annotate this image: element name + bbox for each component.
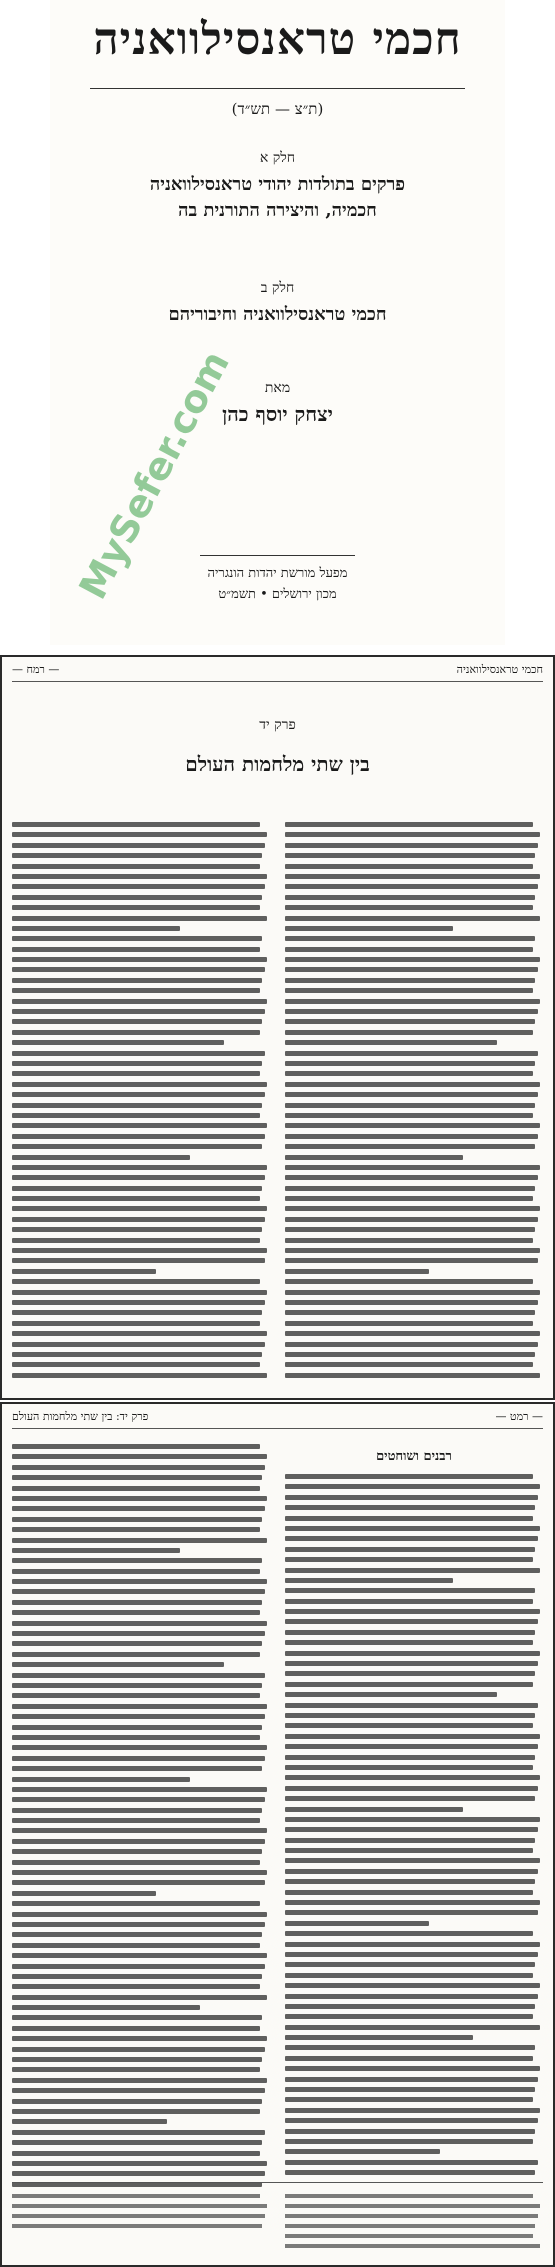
- part-b-title: חכמי טראנסילוואניה וחיבוריהם: [168, 304, 387, 325]
- text-line: [285, 1051, 538, 1056]
- text-line: [285, 1516, 533, 1521]
- text-line: [285, 2118, 538, 2123]
- text-line: [285, 1144, 535, 1149]
- text-line: [285, 1599, 533, 1604]
- text-line: [12, 1652, 260, 1657]
- text-line: [12, 1714, 265, 1719]
- text-line: [12, 1258, 265, 1263]
- text-line: [285, 1755, 535, 1760]
- text-line: [285, 1310, 535, 1315]
- text-line: [285, 947, 533, 952]
- header-rule: [12, 1428, 543, 1429]
- text-line: [285, 2004, 535, 2009]
- text-line: [285, 1775, 540, 1780]
- text-line: [12, 853, 262, 858]
- text-line: [12, 2171, 265, 2176]
- text-line: [12, 1486, 260, 1491]
- text-line: [12, 1444, 260, 1449]
- text-line: [12, 1631, 265, 1636]
- text-line: [285, 1827, 538, 1832]
- text-line: [12, 1818, 260, 1823]
- text-line: [285, 1931, 533, 1936]
- text-line: [12, 864, 260, 869]
- text-line: [285, 1568, 540, 1573]
- text-line: [12, 1777, 190, 1782]
- text-line: [285, 1484, 540, 1489]
- text-line: [285, 822, 533, 827]
- text-line: [12, 2140, 262, 2145]
- text-line: [285, 1765, 533, 1770]
- text-line: [12, 1600, 262, 1605]
- text-column-right: [285, 822, 543, 1383]
- text-line: [12, 947, 260, 952]
- text-line: [12, 2119, 167, 2124]
- text-line: [285, 895, 535, 900]
- text-line: [12, 1517, 262, 1522]
- text-line: [285, 2108, 540, 2113]
- text-line: [12, 1662, 224, 1667]
- text-line: [285, 864, 533, 869]
- text-line: [12, 1019, 262, 1024]
- chapter-number: פרק יד: [259, 717, 296, 733]
- text-line: [285, 936, 535, 941]
- text-line: [285, 1238, 533, 1243]
- text-line: [12, 1175, 265, 1180]
- text-line: [12, 1496, 267, 1501]
- text-line: [285, 2139, 533, 2144]
- text-line: [285, 1807, 463, 1812]
- text-line: [12, 2204, 267, 2208]
- svg-text:MySefer.com: MySefer.com: [70, 343, 238, 607]
- text-line: [12, 1051, 265, 1056]
- header-rule: [12, 681, 543, 682]
- text-line: [12, 2224, 262, 2228]
- text-line: [12, 1932, 262, 1937]
- text-line: [12, 1030, 260, 1035]
- year-range: (ת״צ — תש״ד): [231, 100, 324, 118]
- text-line: [285, 1661, 538, 1666]
- text-line: [285, 1734, 540, 1739]
- text-line: [285, 1640, 533, 1645]
- publisher-name: מפעל מורשת יהדות הונגריה: [207, 566, 348, 581]
- section-title: רבנים ושוחטים: [376, 1449, 452, 1464]
- text-line: [285, 1269, 429, 1274]
- chapter-title: בין שתי מלחמות העולם: [185, 752, 370, 776]
- text-line: [12, 926, 180, 931]
- running-head: [12, 663, 543, 676]
- text-line: [285, 1134, 538, 1139]
- text-line: [285, 1994, 538, 1999]
- text-line: [12, 1362, 260, 1367]
- text-line: [285, 2224, 535, 2228]
- part-b-label: חלק ב: [260, 280, 295, 296]
- text-line: [285, 2244, 540, 2248]
- text-line: [285, 1786, 538, 1791]
- text-line: [285, 1217, 538, 1222]
- text-line: [12, 843, 265, 848]
- text-line: [285, 1651, 540, 1656]
- text-line: [285, 1165, 540, 1170]
- text-line: [12, 2005, 200, 2010]
- text-line: [285, 926, 453, 931]
- title-page: [50, 0, 505, 645]
- text-line: [285, 1071, 533, 1076]
- text-line: [285, 2234, 533, 2238]
- text-line: [12, 1071, 260, 1076]
- text-line: [285, 1123, 540, 1128]
- text-line: [285, 1682, 533, 1687]
- text-line: [285, 2160, 538, 2165]
- text-line: [285, 957, 540, 962]
- author-name: יצחק יוסף כהן: [222, 402, 333, 426]
- footnotes: [12, 2194, 543, 2254]
- text-line: [12, 1009, 265, 1014]
- text-line: [285, 1019, 535, 1024]
- text-line: [12, 2161, 267, 2166]
- book-title: חכמי טראנסילוואניה: [93, 14, 462, 65]
- text-line: [285, 1474, 533, 1479]
- text-line: [12, 2067, 260, 2072]
- text-line: [285, 874, 540, 879]
- text-line: [285, 832, 540, 837]
- text-line: [285, 1838, 535, 1843]
- text-line: [285, 1290, 540, 1295]
- text-line: [12, 1964, 265, 1969]
- text-line: [12, 2078, 267, 2083]
- text-line: [12, 1995, 267, 2000]
- text-line: [12, 1227, 262, 1232]
- text-line: [285, 1942, 540, 1947]
- text-line: [12, 1891, 156, 1896]
- text-line: [12, 1673, 265, 1678]
- text-line: [285, 1713, 535, 1718]
- text-line: [12, 1849, 262, 1854]
- text-line: [285, 1040, 497, 1045]
- text-line: [285, 1578, 453, 1583]
- text-line: [12, 1103, 262, 1108]
- text-line: [12, 1870, 267, 1875]
- text-line: [12, 1569, 260, 1574]
- book-page-248: [0, 655, 555, 1400]
- text-line: [12, 1589, 265, 1594]
- text-line: [12, 2109, 260, 2114]
- text-line: [285, 1848, 533, 1853]
- text-line: [285, 1536, 538, 1541]
- text-line: [12, 936, 262, 941]
- text-line: [285, 1671, 535, 1676]
- text-line: [12, 1506, 265, 1511]
- text-line: [285, 2025, 540, 2030]
- text-line: [285, 2066, 540, 2071]
- publisher-place: מכון ירושלים • תשמ״ט: [218, 587, 337, 602]
- text-line: [285, 2035, 473, 2040]
- text-line: [12, 957, 267, 962]
- text-line: [285, 1526, 540, 1531]
- text-line: [12, 1704, 267, 1709]
- text-line: [285, 853, 535, 858]
- text-line: [285, 2014, 533, 2019]
- text-line: [12, 1839, 265, 1844]
- text-line: [285, 1321, 533, 1326]
- text-line: [285, 1900, 540, 1905]
- text-columns: [12, 1444, 543, 2192]
- text-line: [12, 1953, 267, 1958]
- text-line: [12, 2194, 260, 2198]
- text-line: [285, 1817, 540, 1822]
- text-line: [12, 1808, 262, 1813]
- text-line: [12, 2015, 262, 2020]
- text-line: [285, 1248, 540, 1253]
- text-line: [12, 1373, 267, 1378]
- text-line: [12, 1113, 260, 1118]
- text-line: [12, 2047, 265, 2052]
- text-line: [285, 1092, 538, 1097]
- text-line: [12, 1352, 262, 1357]
- text-line: [12, 1465, 265, 1470]
- text-line: [12, 884, 265, 889]
- text-column-left: [12, 822, 270, 1383]
- text-line: [285, 1692, 497, 1697]
- text-line: [285, 2204, 540, 2208]
- text-line: [285, 1890, 533, 1895]
- text-line: [12, 1610, 260, 1615]
- text-line: [12, 1641, 262, 1646]
- text-line: [285, 1331, 540, 1336]
- part-a-title-line1: פרקים בתולדות יהודי טראנסילוואניה: [149, 174, 406, 195]
- text-line: [12, 1279, 260, 1284]
- text-line: [12, 2130, 265, 2135]
- text-line: [12, 1735, 260, 1740]
- text-line: [12, 1123, 267, 1128]
- text-line: [12, 1538, 267, 1543]
- text-column-left: [12, 1444, 270, 2192]
- text-line: [285, 1921, 429, 1926]
- text-line: [12, 1693, 260, 1698]
- text-line: [12, 1290, 267, 1295]
- text-line: [12, 2214, 265, 2218]
- text-line: [285, 978, 535, 983]
- text-line: [285, 2087, 535, 2092]
- text-line: [12, 1269, 156, 1274]
- text-line: [12, 1756, 265, 1761]
- text-line: [12, 905, 260, 910]
- text-line: [285, 2194, 533, 2198]
- text-line: [12, 1165, 267, 1170]
- text-line: [285, 1879, 535, 1884]
- footnote-rule: [12, 2182, 543, 2183]
- text-line: [285, 1557, 533, 1562]
- text-line: [285, 2097, 533, 2102]
- by-label: מאת: [264, 380, 291, 396]
- text-line: [12, 1475, 262, 1480]
- text-line: [12, 1342, 265, 1347]
- text-line: [12, 999, 267, 1004]
- text-line: [12, 874, 267, 879]
- text-line: [285, 1175, 538, 1180]
- text-line: [285, 967, 538, 972]
- text-line: [12, 1155, 190, 1160]
- text-line: [12, 2151, 260, 2156]
- text-line: [12, 988, 260, 993]
- text-column-right: [285, 1444, 543, 2192]
- text-line: [285, 1196, 533, 1201]
- page-number: — רמח —: [12, 663, 60, 676]
- text-line: [285, 1061, 535, 1066]
- text-line: [12, 1974, 262, 1979]
- text-line: [12, 1310, 262, 1315]
- text-line: [285, 2056, 533, 2061]
- text-line: [285, 1352, 535, 1357]
- text-line: [285, 2170, 535, 2175]
- text-line: [12, 1984, 260, 1989]
- text-line: [285, 1703, 538, 1708]
- text-line: [12, 1860, 260, 1865]
- text-line: [12, 1217, 265, 1222]
- text-line: [12, 1040, 224, 1045]
- text-line: [285, 1588, 535, 1593]
- text-line: [285, 1030, 533, 1035]
- text-line: [285, 1279, 533, 1284]
- text-line: [12, 1943, 260, 1948]
- book-page-249: [0, 1402, 555, 2267]
- text-line: [285, 1505, 535, 1510]
- text-line: [12, 832, 267, 837]
- text-line: [12, 1082, 267, 1087]
- text-line: [285, 884, 538, 889]
- text-line: [285, 1962, 535, 1967]
- text-line: [12, 1912, 267, 1917]
- text-line: [285, 1373, 540, 1378]
- text-line: [12, 1766, 262, 1771]
- text-line: [12, 1579, 267, 1584]
- text-line: [12, 2099, 262, 2104]
- text-line: [285, 905, 533, 910]
- text-line: [12, 1248, 267, 1253]
- text-line: [285, 1723, 533, 1728]
- text-line: [12, 1061, 262, 1066]
- text-line: [12, 2036, 267, 2041]
- text-line: [285, 1362, 533, 1367]
- text-line: [285, 1630, 535, 1635]
- text-line: [285, 999, 540, 1004]
- text-line: [285, 1186, 535, 1191]
- text-line: [285, 988, 533, 993]
- text-line: [12, 1558, 262, 1563]
- text-line: [285, 1009, 538, 1014]
- text-line: [12, 1548, 180, 1553]
- running-head-title: פרק יד: בין שתי מלחמות העולם: [12, 1410, 149, 1423]
- text-line: [12, 1797, 265, 1802]
- text-line: [12, 2057, 262, 2062]
- text-line: [12, 895, 262, 900]
- text-line: [285, 1258, 538, 1263]
- text-line: [285, 2077, 538, 2082]
- text-line: [285, 2214, 538, 2218]
- publisher-divider: [200, 555, 355, 556]
- text-line: [285, 1796, 535, 1801]
- text-line: [12, 1144, 262, 1149]
- text-line: [12, 1300, 265, 1305]
- text-line: [12, 1134, 265, 1139]
- text-line: [285, 1869, 538, 1874]
- text-line: [12, 1901, 260, 1906]
- text-line: [12, 1880, 265, 1885]
- text-line: [12, 967, 265, 972]
- text-line: [285, 1744, 538, 1749]
- text-line: [12, 1621, 267, 1626]
- text-line: [12, 822, 260, 827]
- text-line: [12, 1787, 267, 1792]
- text-line: [285, 1619, 538, 1624]
- text-line: [12, 1725, 262, 1730]
- text-line: [12, 1186, 262, 1191]
- text-line: [12, 1238, 260, 1243]
- text-line: [285, 1858, 540, 1863]
- text-line: [12, 916, 267, 921]
- text-columns: [12, 822, 543, 1383]
- text-line: [12, 1206, 267, 1211]
- text-line: [285, 1495, 538, 1500]
- running-head-title: חכמי טראנסילוואניה: [456, 663, 543, 676]
- page-number: — רמט —: [495, 1410, 543, 1423]
- text-line: [12, 1331, 267, 1336]
- text-line: [285, 1227, 535, 1232]
- text-line: [285, 1113, 533, 1118]
- text-line: [285, 2129, 535, 2134]
- text-line: [285, 1973, 533, 1978]
- text-line: [285, 1300, 538, 1305]
- text-line: [285, 2045, 535, 2050]
- text-line: [12, 1092, 265, 1097]
- text-line: [285, 1155, 463, 1160]
- title-divider: [90, 88, 465, 89]
- text-line: [285, 1952, 538, 1957]
- text-line: [285, 916, 540, 921]
- text-line: [285, 1983, 540, 1988]
- text-line: [285, 2149, 440, 2154]
- text-line: [12, 1454, 267, 1459]
- part-a-label: חלק א: [259, 150, 296, 166]
- text-line: [12, 1321, 260, 1326]
- text-line: [12, 2088, 265, 2093]
- text-line: [12, 2026, 260, 2031]
- footnotes-right: [285, 2194, 543, 2254]
- text-line: [285, 1609, 540, 1614]
- part-a-title-line2: חכמיה, והיצירה התורנית בה: [178, 200, 377, 221]
- text-line: [285, 1910, 538, 1915]
- text-line: [12, 1527, 260, 1532]
- text-line: [12, 1828, 267, 1833]
- text-line: [285, 843, 538, 848]
- footnotes-left: [12, 2194, 270, 2254]
- text-line: [12, 978, 262, 983]
- text-line: [12, 1683, 262, 1688]
- text-line: [12, 1196, 260, 1201]
- text-line: [285, 1103, 535, 1108]
- text-line: [285, 1342, 538, 1347]
- running-head: [12, 1410, 543, 1423]
- text-line: [12, 1745, 267, 1750]
- text-line: [285, 1082, 540, 1087]
- text-line: [285, 1206, 540, 1211]
- text-line: [12, 1922, 265, 1927]
- text-line: [285, 1547, 535, 1552]
